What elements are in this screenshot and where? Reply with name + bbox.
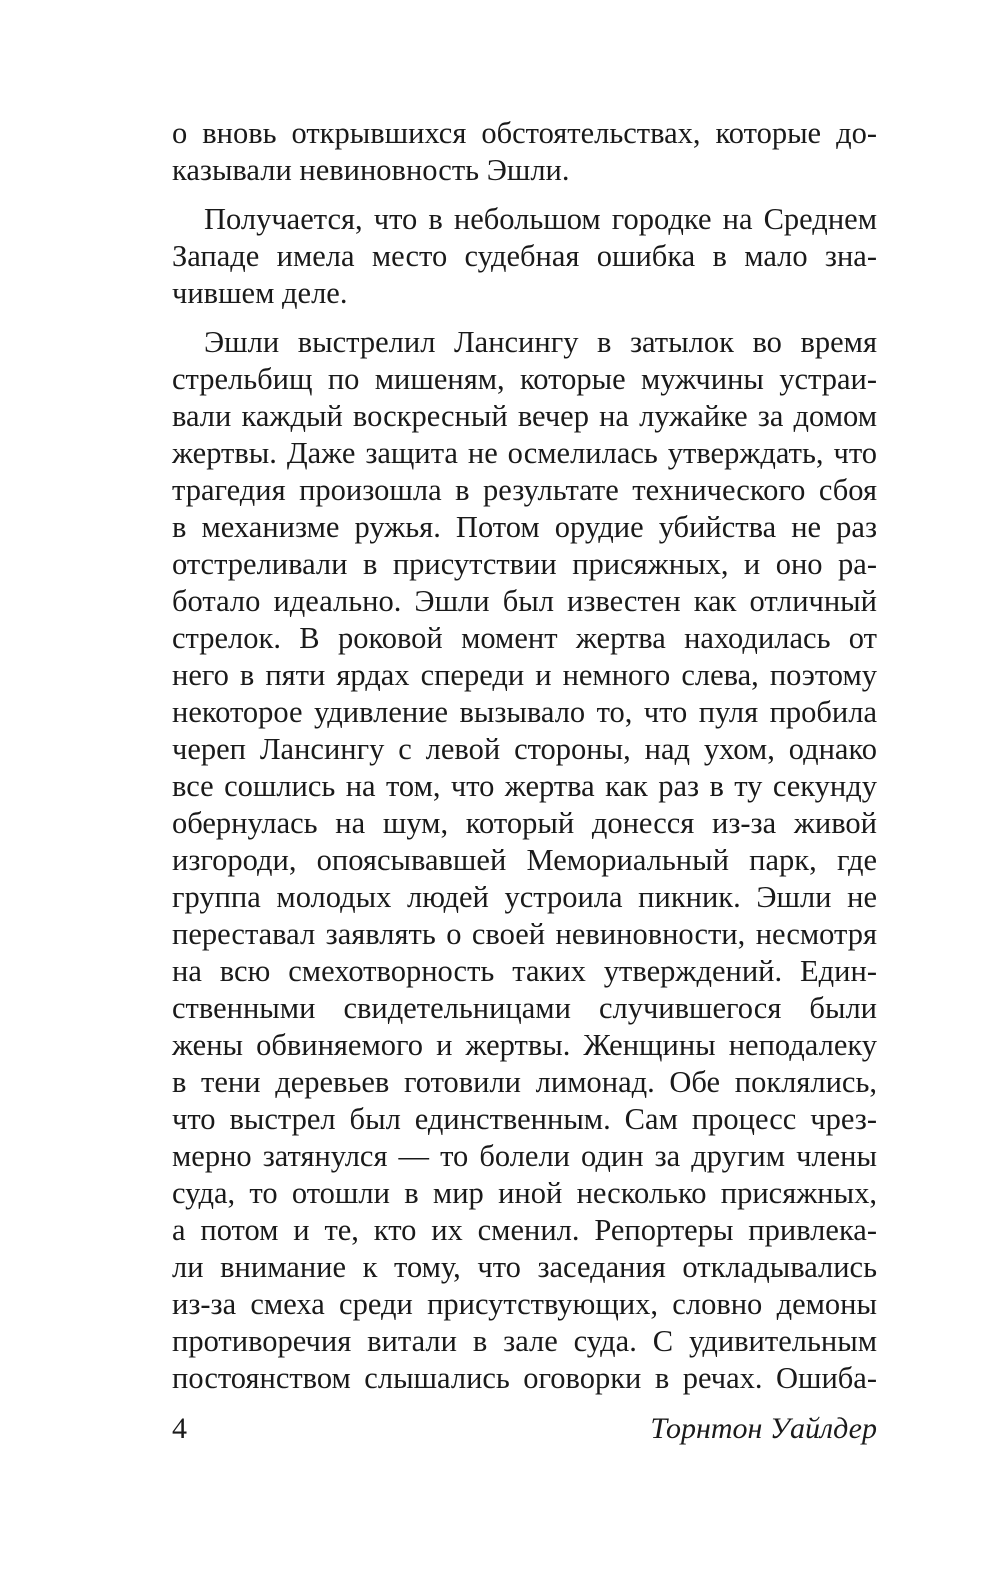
text-line: Получается, что в небольшом городке на Среднем <box>204 202 877 236</box>
text-line: череп Лансингу с левой стороны, над ухом, однако <box>172 732 877 766</box>
text-line: трагедия произошла в результате технического сбоя <box>172 473 877 507</box>
text-line: переставал заявлять о своей невиновности, несмотря <box>172 917 877 951</box>
text-line: все сошлись на том, что жертва как раз в ту секунду <box>172 769 877 803</box>
text-line: группа молодых людей устроила пикник. Эшли не <box>172 880 877 914</box>
text-line: обернулась на шум, который донесся из-за живой <box>172 806 877 840</box>
text-line: некоторое удивление вызывало то, что пуля пробила <box>172 695 877 729</box>
text-line: ственными свидетельницами случившегося были <box>172 991 877 1025</box>
text-line: жертвы. Даже защита не осмелилась утверждать, что <box>172 436 877 470</box>
text-line: отстреливали в присутствии присяжных, и оно ра- <box>172 547 877 581</box>
text-line: вали каждый воскресный вечер на лужайке за домом <box>172 399 877 433</box>
text-line: в механизме ружья. Потом орудие убийства не раз <box>172 510 877 544</box>
text-line: суда, то отошли в мир иной несколько присяжных, <box>172 1176 877 1210</box>
page-number: 4 <box>172 1412 187 1445</box>
text-line: чившем деле. <box>172 276 348 310</box>
text-line: изгороди, опоясывавшей Мемориальный парк, где <box>172 843 877 877</box>
text-line: противоречия витали в зале суда. С удивительным <box>172 1324 877 1358</box>
paragraph <box>172 115 877 189</box>
running-header-author: Торнтон Уайлдер <box>650 1412 877 1445</box>
text-line: стрельбищ по мишеням, которые мужчины устраи- <box>172 362 877 396</box>
text-line: ли внимание к тому, что заседания откладывались <box>172 1250 877 1284</box>
text-line: на всю смехотворность таких утверждений. Един- <box>172 954 877 988</box>
text-line: постоянством слышались оговорки в речах. Ошиба- <box>172 1361 877 1395</box>
text-line: а потом и те, кто их сменил. Репортеры привлека- <box>172 1213 877 1247</box>
text-line: Эшли выстрелил Лансингу в затылок во время <box>204 325 877 359</box>
text-line: него в пяти ярдах спереди и немного слева, поэтому <box>172 658 877 692</box>
text-line: жены обвиняемого и жертвы. Женщины неподалеку <box>172 1028 877 1062</box>
text-line: Западе имела место судебная ошибка в мало зна- <box>172 239 877 273</box>
text-line: о вновь открывшихся обстоятельствах, которые до- <box>172 116 877 150</box>
text-line: казывали невиновность Эшли. <box>172 153 570 187</box>
text-line: в тени деревьев готовили лимонад. Обе поклялись, <box>172 1065 877 1099</box>
paragraph <box>172 201 877 312</box>
page-body <box>172 115 877 1397</box>
page-footer <box>172 1409 877 1449</box>
text-line: мерно затянулся — то болели один за другим члены <box>172 1139 877 1173</box>
text-line: ботало идеально. Эшли был известен как отличный <box>172 584 877 618</box>
text-line: стрелок. В роковой момент жертва находилась от <box>172 621 877 655</box>
text-line: из-за смеха среди присутствующих, словно демоны <box>172 1287 877 1321</box>
text-line: что выстрел был единственным. Сам процесс чрез- <box>172 1102 877 1136</box>
paragraph <box>172 324 877 1397</box>
